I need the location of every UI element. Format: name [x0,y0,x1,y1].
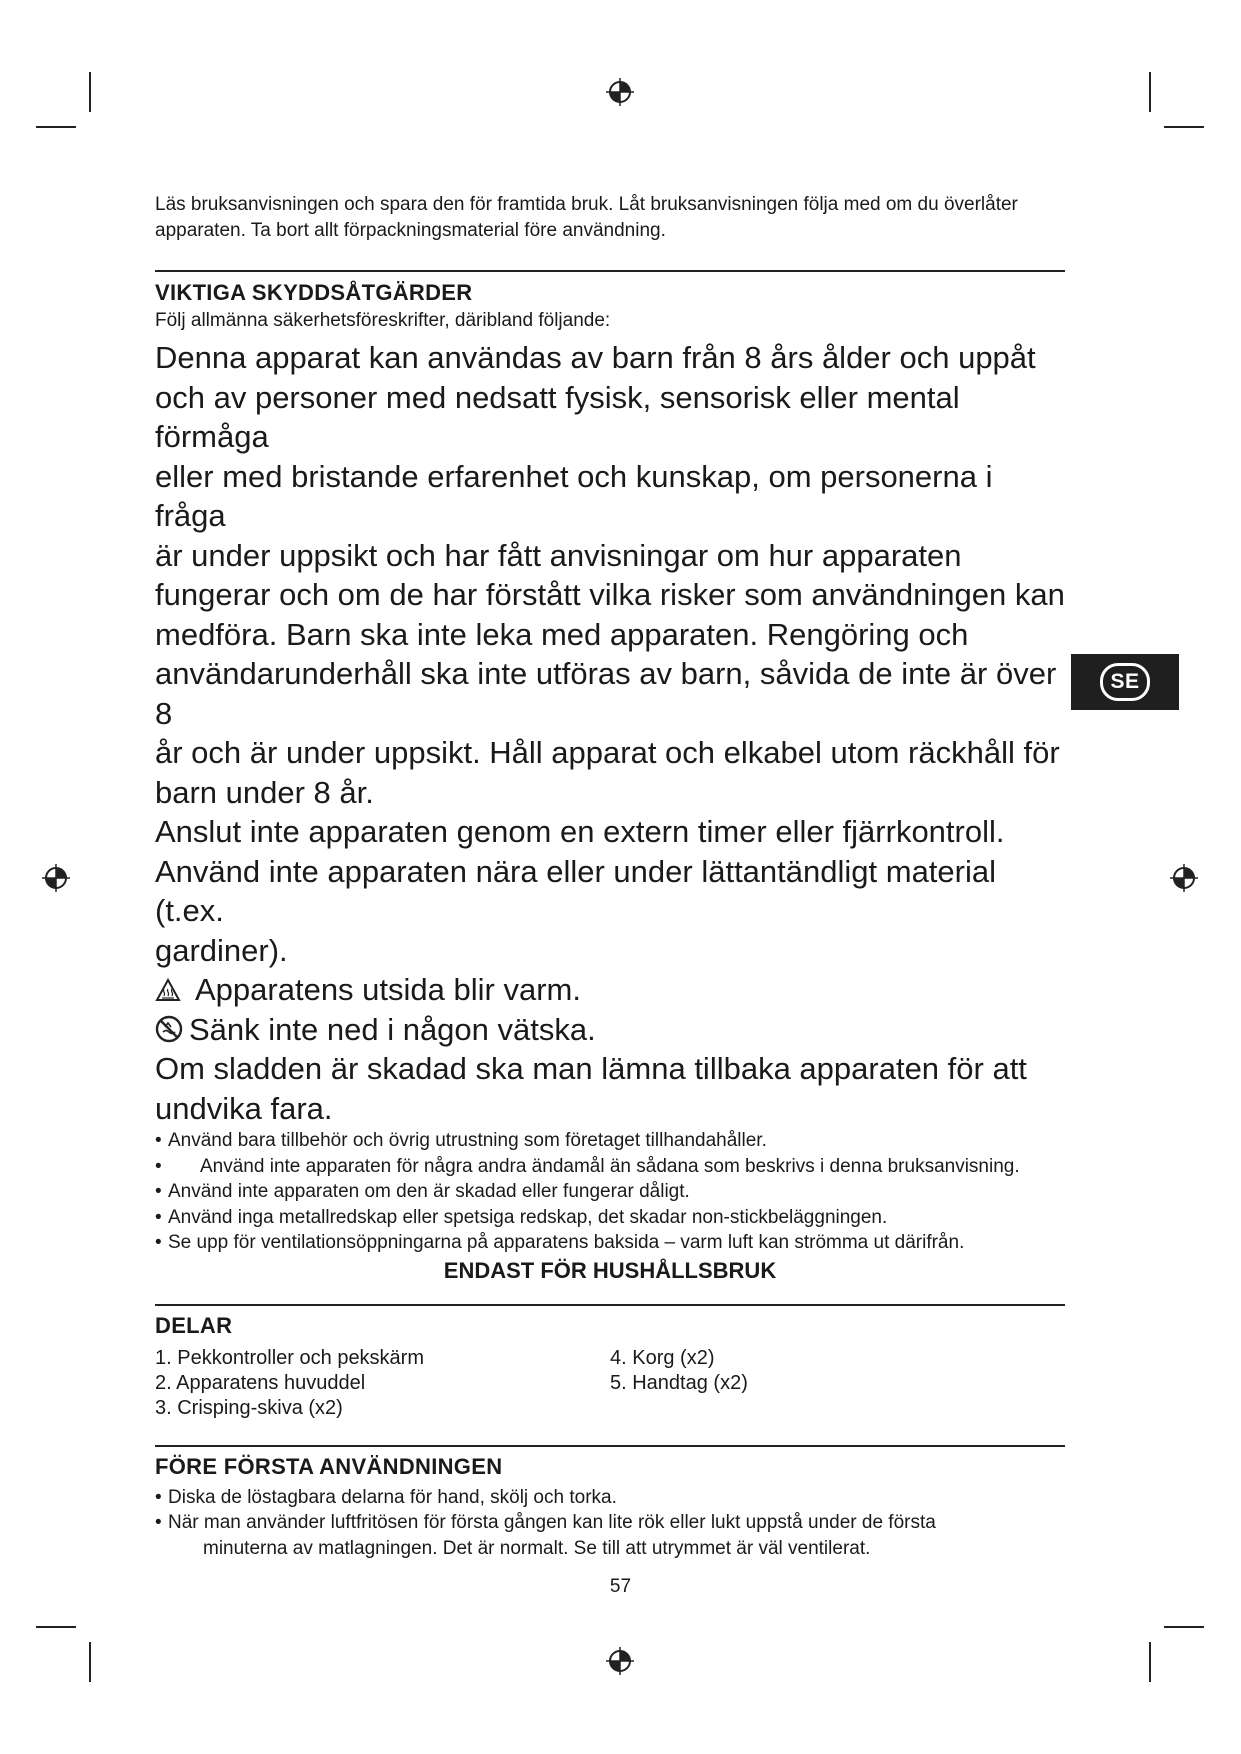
list-item: • När man använder luftfritösen för första gången kan lite rök eller lukt uppstå under de första minuterna av matlagningen. Det är normalt. Se till att utrymmet är väl ventilerat. [155,1512,936,1559]
crop-mark-br-h [1164,1626,1204,1628]
household-use-note: ENDAST FÖR HUSHÅLLSBRUK [443,1257,777,1283]
crop-mark-tl-h [36,126,76,128]
hot-surface-icon [155,978,181,1002]
registration-mark-top-icon [605,77,635,107]
section-divider [155,1304,1065,1306]
registration-mark-bottom-icon [605,1646,635,1676]
list-item: 4. Korg (x2) [610,1346,715,1369]
safety-line: eller med bristande erfarenhet och kunskap, om personerna i fråga [155,458,993,533]
intro-line-1: Läs bruksanvisningen och spara den för framtida bruk. Låt bruksanvisningen följa med om du överlåter [155,194,1018,215]
safety-line: användarunderhåll ska inte utföras av barn, såvida de inte är över 8 [155,656,1057,731]
no-immerse-text: Sänk inte ned i någon vätska. [189,1011,596,1047]
crop-mark-br-v [1149,1642,1151,1682]
no-immerse-icon [155,1015,183,1043]
cord-line: undvika fara. [155,1090,333,1126]
section-divider [155,270,1065,272]
no-immerse-warning [155,1010,1065,1050]
parts-heading: DELAR [155,1312,233,1338]
page-number: 57 [609,1576,632,1597]
intro-text [155,192,1065,244]
safety-subheading: Följ allmänna säkerhetsföreskrifter, däribland följande: [155,310,611,331]
registration-mark-right-icon [1169,863,1199,893]
section-divider [155,1445,1065,1447]
safety-line: Denna apparat kan användas av barn från 8 års ålder och uppåt [155,340,1036,375]
crop-mark-bl-h [36,1626,76,1628]
parts-column-right [610,1346,1065,1421]
parts-list [155,1346,1065,1421]
list-item: 1. Pekkontroller och pekskärm [155,1346,425,1369]
safety-line: och av personer med nedsatt fysisk, sensorisk eller mental förmåga [155,379,960,454]
list-item: • Använd inga metallredskap eller spetsiga redskap, det skadar non-stickbeläggningen. [155,1206,888,1228]
list-item: • Använd bara tillbehör och övrig utrustning som företaget tillhandahåller. [155,1130,767,1151]
cord-line: Om sladden är skadad ska man lämna tillbaka apparaten för att [155,1051,1027,1086]
safety-heading: VIKTIGA SKYDDSÅTGÄRDER [155,280,473,305]
list-item: 2. Apparatens huvuddel [155,1371,366,1394]
safety-line: år och är under uppsikt. Håll apparat och elkabel utom räckhåll för [155,735,1060,770]
safety-line: är under uppsikt och har fått anvisningar om hur apparaten [155,537,962,573]
safety-line: barn under 8 år. [155,774,374,810]
safety-line: Anslut inte apparaten genom en extern timer eller fjärrkontroll. [155,814,1005,849]
list-item: • Använd inte apparaten för några andra ändamål än sådana som beskrivs i denna bruksanvisning. [155,1155,1020,1177]
crop-mark-tl-v [89,72,91,112]
first-use-list [155,1485,1065,1562]
hot-surface-text: Apparatens utsida blir varm. [195,972,581,1007]
first-use-heading: FÖRE FÖRSTA ANVÄNDNINGEN [155,1453,503,1479]
intro-line-2: apparaten. Ta bort allt förpackningsmaterial före användning. [155,220,666,241]
safety-large-text [155,338,1065,1128]
list-item: • Diska de löstagbara delarna för hand, skölj och torka. [155,1486,617,1508]
main-content [155,192,1065,1561]
parts-column-left [155,1346,610,1421]
safety-line: fungerar och om de har förstått vilka risker som användningen kan [155,577,1065,612]
safety-line: Använd inte apparaten nära eller under lättantändligt material (t.ex. [155,853,996,928]
list-item: 5. Handtag (x2) [610,1371,748,1394]
hot-surface-warning [155,970,1065,1010]
language-tab [1071,654,1179,710]
crop-mark-tr-v [1149,72,1151,112]
registration-mark-left-icon [41,863,71,893]
safety-bullet-list [155,1128,1065,1256]
language-badge: SE [1100,663,1150,701]
safety-line: medföra. Barn ska inte leka med apparaten. Rengöring och [155,616,969,652]
crop-mark-bl-v [89,1642,91,1682]
list-item: • Se upp för ventilationsöppningarna på apparatens baksida – varm luft kan strömma ut därifrån. [155,1232,965,1253]
list-item: • Använd inte apparaten om den är skadad eller fungerar dåligt. [155,1181,690,1202]
crop-mark-tr-h [1164,126,1204,128]
safety-line: gardiner). [155,932,288,968]
list-item: 3. Crisping-skiva (x2) [155,1396,343,1419]
